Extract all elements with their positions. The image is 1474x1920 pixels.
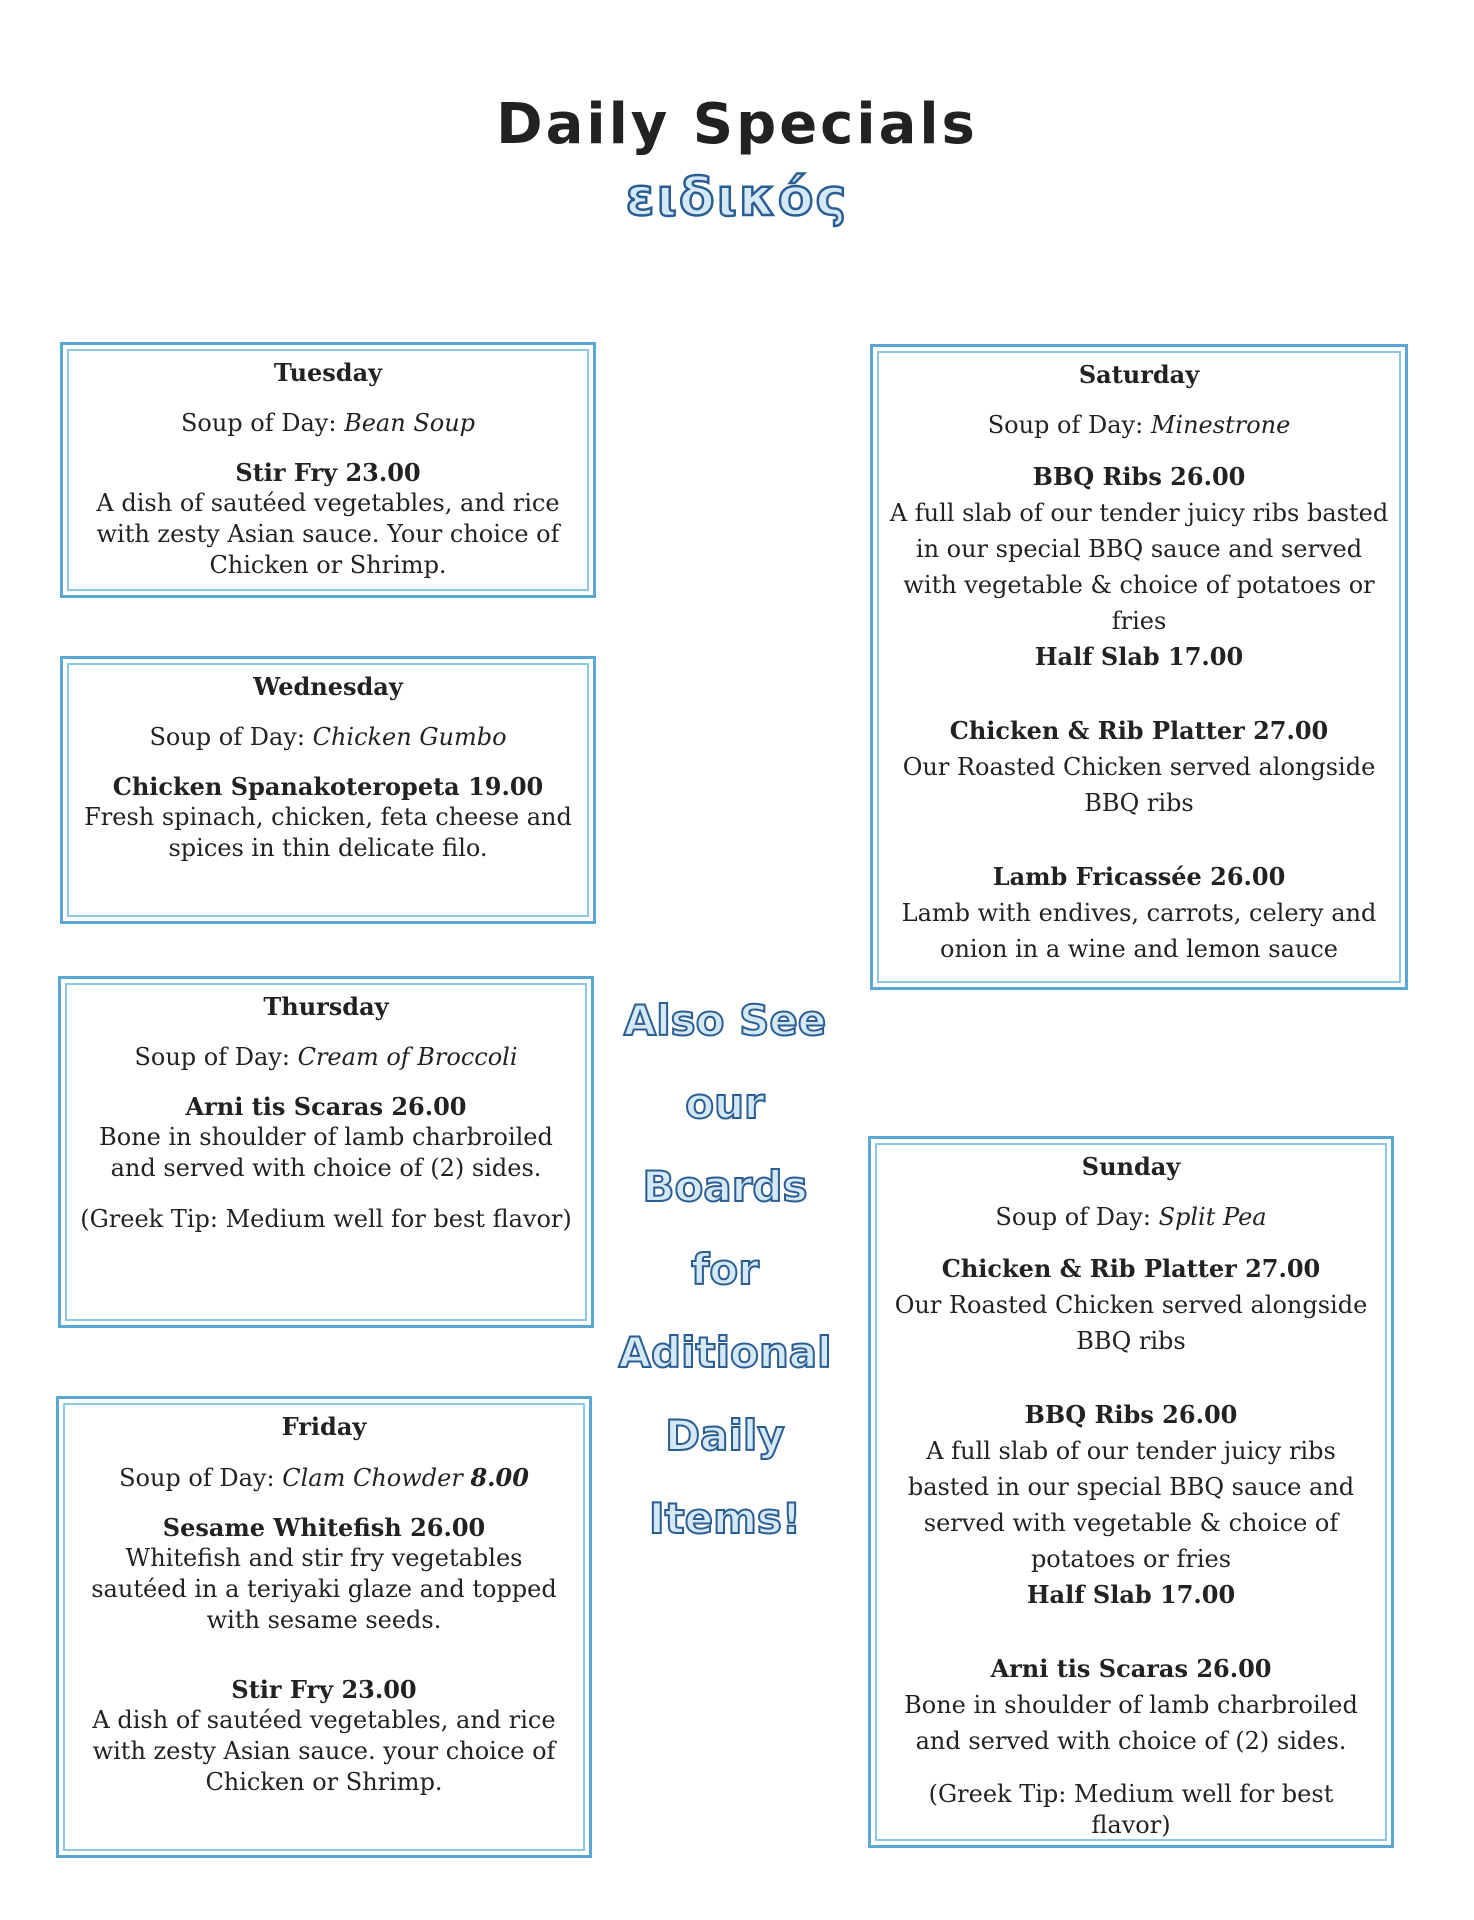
friday-box — [56, 1396, 592, 1858]
menu-item — [79, 771, 577, 864]
item-description: Lamb with endives, carrots, celery and onion in a wine and lemon sauce — [901, 899, 1377, 963]
promo-line: Also See — [623, 996, 827, 1045]
soup-name: Split Pea — [1158, 1203, 1267, 1231]
day-heading: Tuesday — [273, 358, 383, 387]
item-name: Lamb Fricassée 26.00 — [992, 862, 1286, 891]
item-description: Fresh spinach, chicken, feta cheese and spices in thin delicate filo. — [84, 803, 572, 862]
soup-of-day — [79, 409, 577, 437]
half-slab-price: Half Slab 17.00 — [1026, 1580, 1236, 1609]
page-subtitle: ειδικός — [625, 168, 849, 228]
soup-label: Soup of Day: — [180, 409, 337, 437]
soup-name: Clam Chowder — [282, 1464, 463, 1492]
menu-item — [79, 457, 577, 581]
soup-label: Soup of Day: — [987, 411, 1144, 439]
promo-line: Aditional — [618, 1328, 832, 1377]
menu-item — [75, 1674, 573, 1798]
soup-of-day — [79, 723, 577, 751]
promo-line: Daily — [665, 1411, 785, 1460]
day-heading: Thursday — [263, 992, 389, 1021]
item-description: A dish of sautéed vegetables, and rice with zesty Asian sauce. your choice of Chicken or Shrimp. — [92, 1706, 556, 1796]
soup-label: Soup of Day: — [995, 1203, 1151, 1231]
item-description: Whitefish and stir fry vegetables sautéed in a teriyaki glaze and topped with sesame seeds. — [91, 1544, 557, 1634]
soup-name: Bean Soup — [344, 409, 476, 437]
promo-line: our — [685, 1079, 765, 1128]
item-description: Bone in shoulder of lamb charbroiled and served with choice of (2) sides. — [904, 1691, 1358, 1755]
item-name: Chicken & Rib Platter 27.00 — [949, 716, 1329, 745]
thursday-box — [58, 976, 594, 1328]
item-name: Sesame Whitefish 26.00 — [162, 1513, 486, 1542]
item-name: Stir Fry 23.00 — [235, 458, 421, 487]
item-description: A full slab of our tender juicy ribs basted in our special BBQ sauce and served with vegetable & choice of potatoes or fries — [889, 499, 1389, 635]
item-name: Chicken & Rib Platter 27.00 — [941, 1254, 1321, 1283]
soup-label: Soup of Day: — [119, 1464, 275, 1492]
soup-name: Minestrone — [1150, 411, 1291, 439]
soup-name: Chicken Gumbo — [312, 723, 507, 751]
soup-name: Cream of Broccoli — [297, 1043, 518, 1071]
menu-item — [889, 459, 1389, 675]
page-title: Daily Specials — [496, 92, 978, 157]
menu-item — [889, 713, 1389, 821]
item-description: Our Roasted Chicken served alongside BBQ ribs — [894, 1291, 1368, 1355]
tuesday-box — [60, 342, 596, 598]
half-slab-price: Half Slab 17.00 — [1034, 642, 1244, 671]
menu-item — [75, 1512, 573, 1636]
item-name: BBQ Ribs 26.00 — [1024, 1400, 1238, 1429]
item-name: Stir Fry 23.00 — [231, 1675, 417, 1704]
day-heading: Friday — [281, 1412, 367, 1441]
day-heading: Saturday — [1078, 360, 1200, 389]
item-description: A full slab of our tender juicy ribs basted in our special BBQ sauce and served with vegetable & choice of potatoes or fries — [907, 1437, 1355, 1573]
item-name: Arni tis Scaras 26.00 — [185, 1092, 467, 1121]
boards-promo — [600, 985, 850, 1566]
menu-item — [887, 1251, 1375, 1359]
item-name: Chicken Spanakoteropeta 19.00 — [112, 772, 544, 801]
soup-label: Soup of Day: — [149, 723, 305, 751]
soup-of-day — [75, 1463, 573, 1492]
wednesday-box — [60, 656, 596, 924]
menu-item — [77, 1091, 575, 1184]
soup-price: 8.00 — [470, 1463, 529, 1492]
day-heading: Wednesday — [253, 672, 403, 701]
promo-line: for — [691, 1245, 759, 1294]
soup-of-day — [887, 1203, 1375, 1231]
item-description: Our Roasted Chicken served alongside BBQ ribs — [902, 753, 1376, 817]
soup-of-day — [77, 1043, 575, 1071]
menu-item — [887, 1651, 1375, 1759]
soup-label: Soup of Day: — [134, 1043, 290, 1071]
sunday-box — [868, 1136, 1394, 1848]
day-heading: Sunday — [1081, 1152, 1181, 1181]
menu-item — [887, 1397, 1375, 1613]
item-name: BBQ Ribs 26.00 — [1032, 462, 1246, 491]
item-description: Bone in shoulder of lamb charbroiled and served with choice of (2) sides. — [99, 1123, 553, 1182]
soup-of-day — [889, 411, 1389, 439]
item-name: Arni tis Scaras 26.00 — [990, 1654, 1272, 1683]
menu-item — [889, 859, 1389, 967]
item-description: A dish of sautéed vegetables, and rice with zesty Asian sauce. Your choice of Chicken or Shrimp. — [96, 489, 560, 579]
greek-tip: (Greek Tip: Medium well for best flavor) — [928, 1780, 1334, 1839]
greek-tip: (Greek Tip: Medium well for best flavor) — [80, 1205, 572, 1233]
promo-line: Boards — [642, 1162, 808, 1211]
promo-line: Items! — [648, 1494, 802, 1543]
saturday-box — [870, 344, 1408, 990]
